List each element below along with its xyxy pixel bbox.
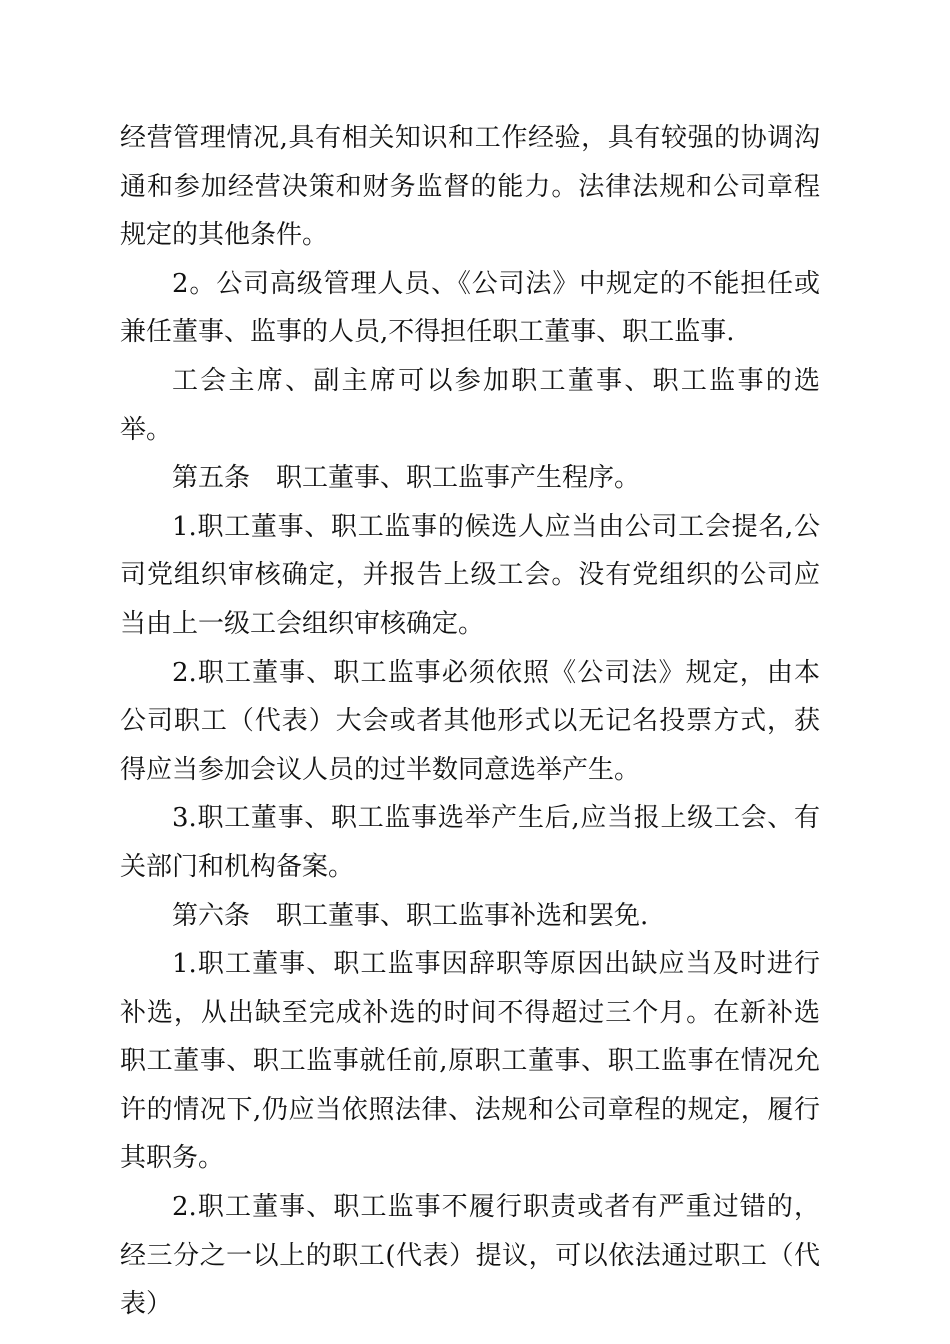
- paragraph-item-2-restrictions: 2。公司高级管理人员、《公司法》中规定的不能担任或兼任董事、监事的人员,不得担任职工董事、职工监事.: [120, 268, 820, 348]
- paragraph-article-5-item-2: 2.职工董事、职工监事必须依照《公司法》规定，由本公司职工（代表）大会或者其他形式以无记名投票方式，获得应当参加会议人员的过半数同意选举产生。: [120, 657, 820, 785]
- paragraph-union-chair: 工会主席、副主席可以参加职工董事、职工监事的选举。: [120, 365, 820, 445]
- paragraph-qualifications-continued: 经营管理情况,具有相关知识和工作经验，具有较强的协调沟通和参加经营决策和财务监督的能力。法律法规和公司章程规定的其他条件。: [120, 123, 820, 251]
- document-body: [120, 114, 820, 1329]
- article-5-heading: 第五条 职工董事、职工监事产生程序。: [172, 463, 641, 494]
- article-6-heading: 第六条 职工董事、职工监事补选和罢免.: [172, 900, 649, 931]
- paragraph-article-6-item-2: 2.职工董事、职工监事不履行职责或者有严重过错的，经三分之一以上的职工(代表）提议，可以依法通过职工（代表）: [120, 1192, 820, 1320]
- paragraph-article-5-item-3: 3.职工董事、职工监事选举产生后,应当报上级工会、有关部门和机构备案。: [120, 803, 820, 882]
- paragraph-article-5-item-1: 1.职工董事、职工监事的候选人应当由公司工会提名,公司党组织审核确定，并报告上级工会。没有党组织的公司应当由上一级工会组织审核确定。: [120, 511, 820, 639]
- paragraph-article-6-item-1: 1.职工董事、职工监事因辞职等原因出缺应当及时进行补选，从出缺至完成补选的时间不得超过三个月。在新补选职工董事、职工监事就任前,原职工董事、职工监事在情况允许的情况下,仍应当依照法律、法规和公司章程的规定，履行其职务。: [120, 949, 820, 1174]
